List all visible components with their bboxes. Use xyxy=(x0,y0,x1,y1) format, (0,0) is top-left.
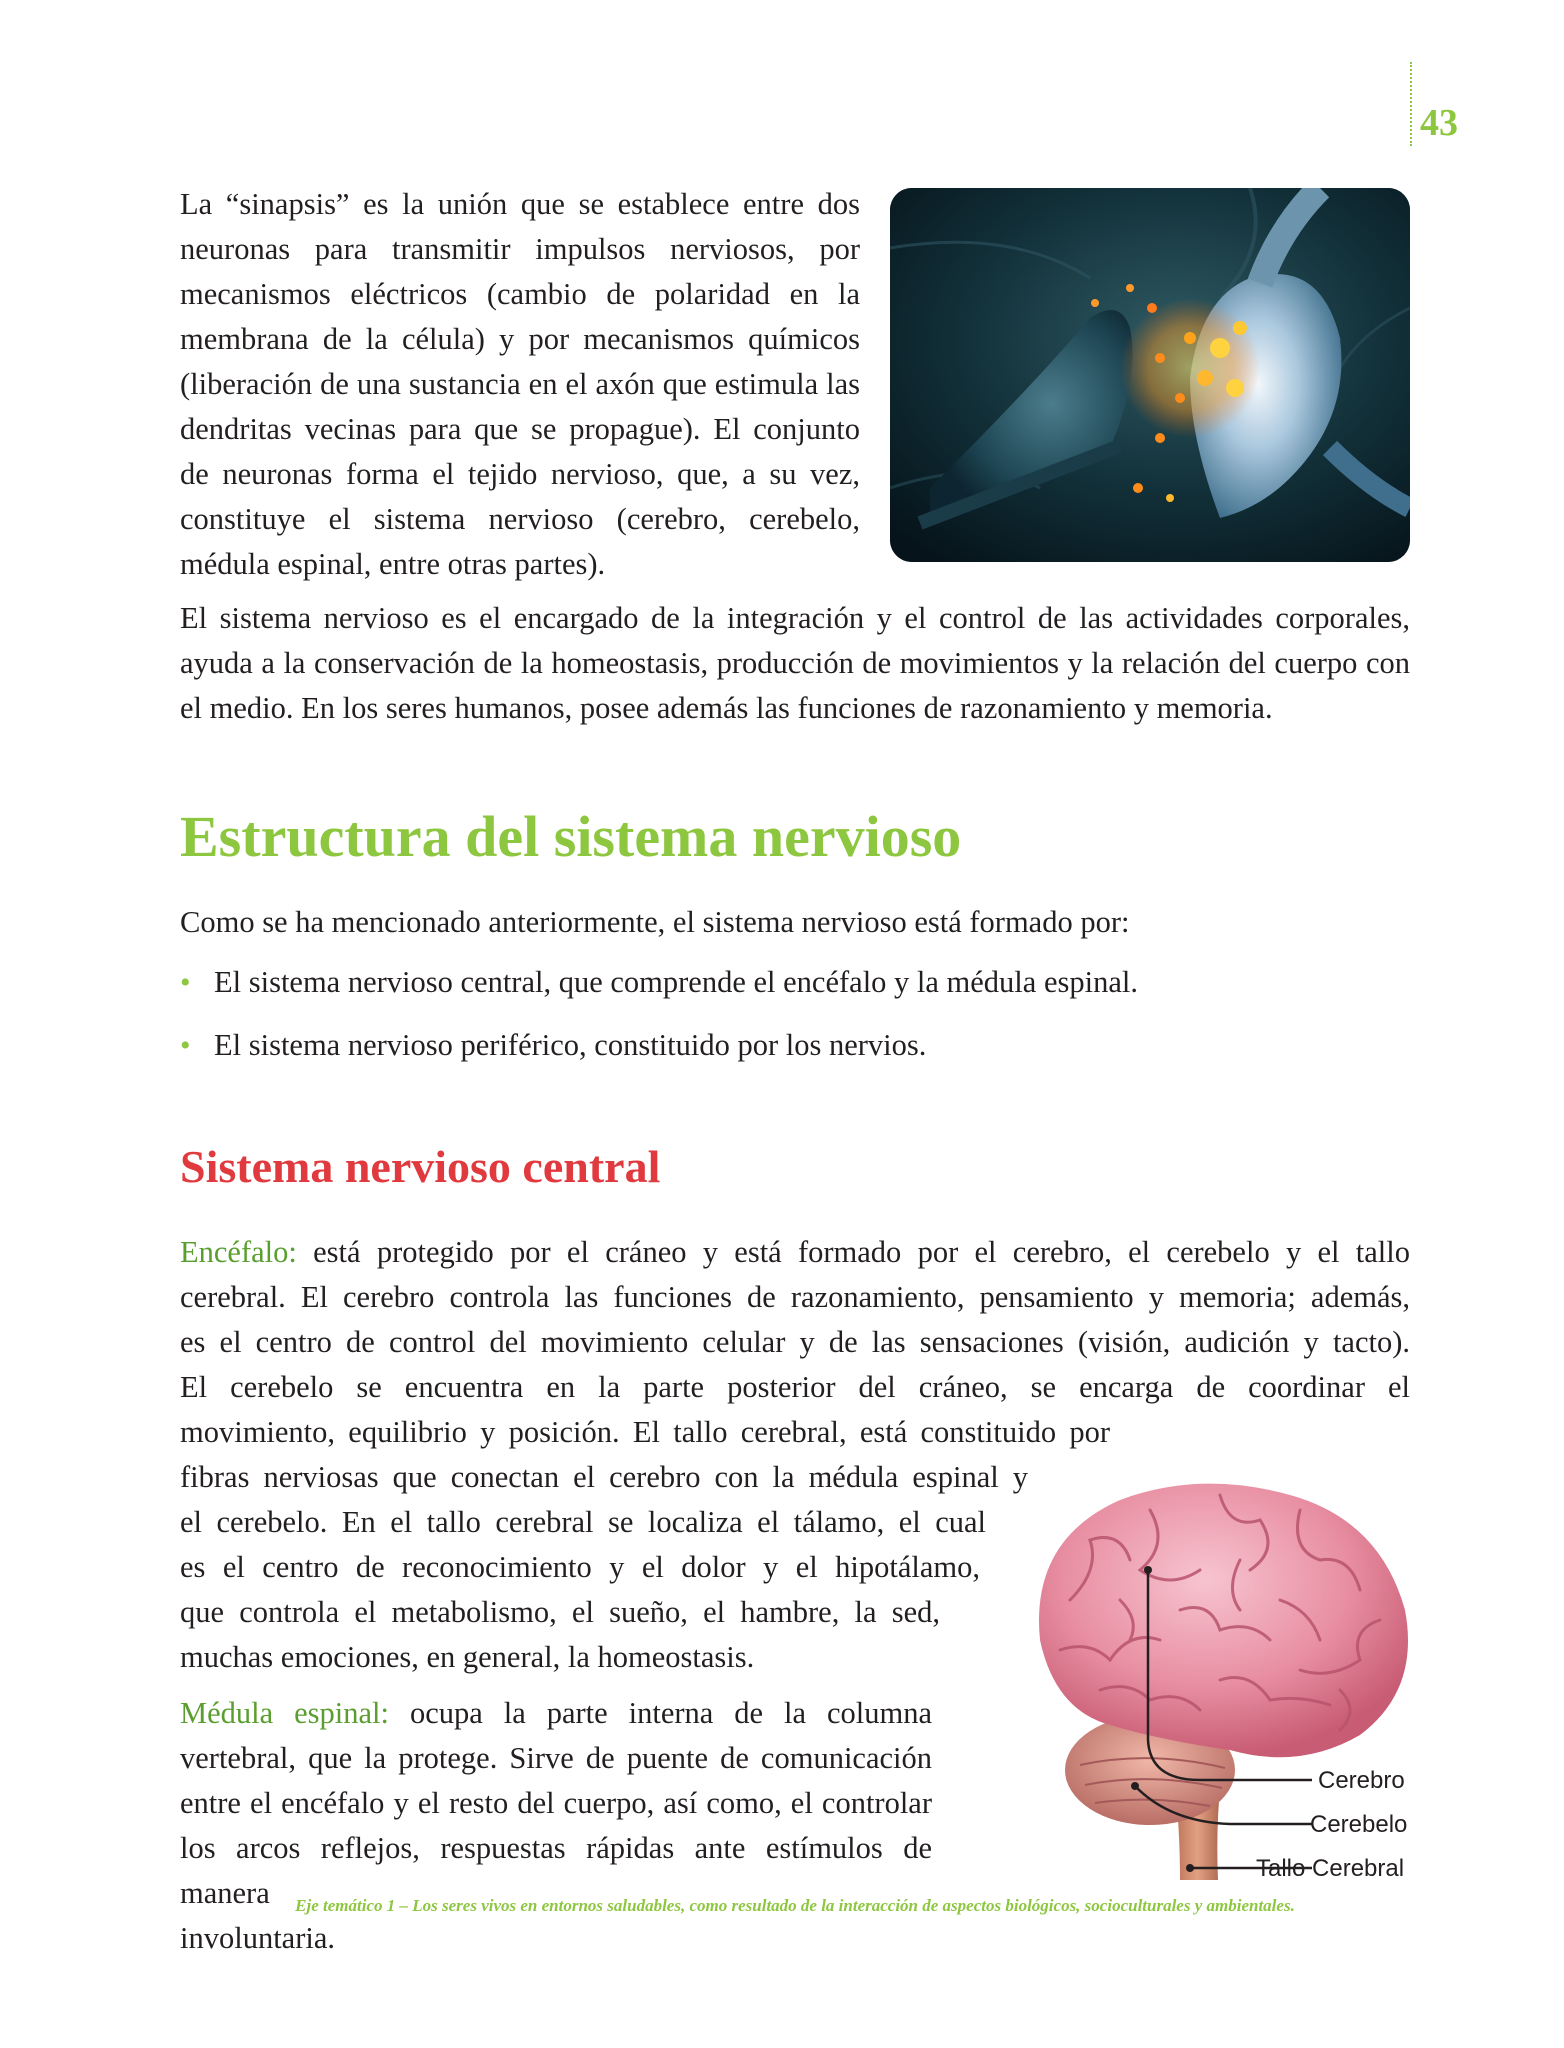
structure-bullet-list xyxy=(180,960,1410,1086)
structure-heading: Estructura del sistema nervioso xyxy=(180,804,962,869)
bullet-item: • El sistema nervioso central, que comprende el encéfalo y la médula espinal. xyxy=(180,960,1410,1005)
encefalo-term: Encéfalo: xyxy=(180,1235,297,1269)
page-footer: Eje temático 1 – Los seres vivos en entornos saludables, como resultado de la interacción de aspectos biológicos, socioculturales y ambientales. xyxy=(295,1896,1295,1915)
page-number: 43 xyxy=(1420,102,1458,144)
encefalo-paragraph: Encéfalo: está protegido por el cráneo y está formado por el cerebro, el cerebelo y el tallo cerebral. El cerebro controla las funciones de razonamiento, pensamiento y memoria; además, es el centro de control del movimiento celular y de las sensaciones (visión, audición y tacto). El cerebelo se encuentra en la parte posterior del cráneo, se encarga de coordinar el movimiento, equilibrio y posición. El tallo cerebral, está constituido por fibras nerviosas que conectan el cerebro con la médula espinal y el cerebelo. En el tallo cerebral se localiza el tálamo, el cual es el centro de reconocimiento y el dolor y el hipotálamo, que controla el metabolismo, el sueño, el hambre, la sed, muchas emociones, en general, la homeostasis. xyxy=(180,1235,1410,1674)
bullet-icon: • xyxy=(180,1029,191,1062)
brain-label-cerebelo: Cerebelo xyxy=(1310,1811,1408,1838)
central-heading: Sistema nervioso central xyxy=(180,1141,661,1192)
brain-label-tallo: Tallo Cerebral xyxy=(1256,1855,1405,1882)
nervous-system-paragraph: El sistema nervioso es el encargado de la integración y el control de las actividades corporales, ayuda a la conservación de la homeostasis, producción de movimientos y la relación del cuerpo con el medio. En los seres humanos, posee además las funciones de razonamiento y memoria. xyxy=(180,601,1410,725)
bullet-icon: • xyxy=(180,966,191,999)
medula-term: Médula espinal: xyxy=(180,1696,389,1730)
brain-label-cerebro: Cerebro xyxy=(1318,1767,1405,1794)
synapse-illustration xyxy=(890,188,1410,562)
bullet-item: • El sistema nervioso periférico, constituido por los nervios. xyxy=(180,1023,1410,1068)
medula-paragraph: Médula espinal: ocupa la parte interna de la columna vertebral, que la protege. Sirve de puente de comunicación entre el encéfalo y el resto del cuerpo, así como, el controlar los arcos reflejos, respuestas rápidas ante estímulos de manera involuntaria. xyxy=(180,1696,933,1955)
synapse-paragraph: La “sinapsis” es la unión que se establece entre dos neuronas para transmitir impulsos nerviosos, por mecanismos eléctricos (cambio de polaridad en la membrana de la célula) y por mecanismos químicos (liberación de una sustancia en el axón que estimula las dendritas vecinas para que se propague). El conjunto de neuronas forma el tejido nervioso, que, a su vez, constituye el sistema nervioso (cerebro, cerebelo, médula espinal, entre otras partes). xyxy=(180,187,860,581)
structure-intro: Como se ha mencionado anteriormente, el sistema nervioso está formado por: xyxy=(180,905,1130,939)
page-number-rule xyxy=(1410,62,1412,146)
